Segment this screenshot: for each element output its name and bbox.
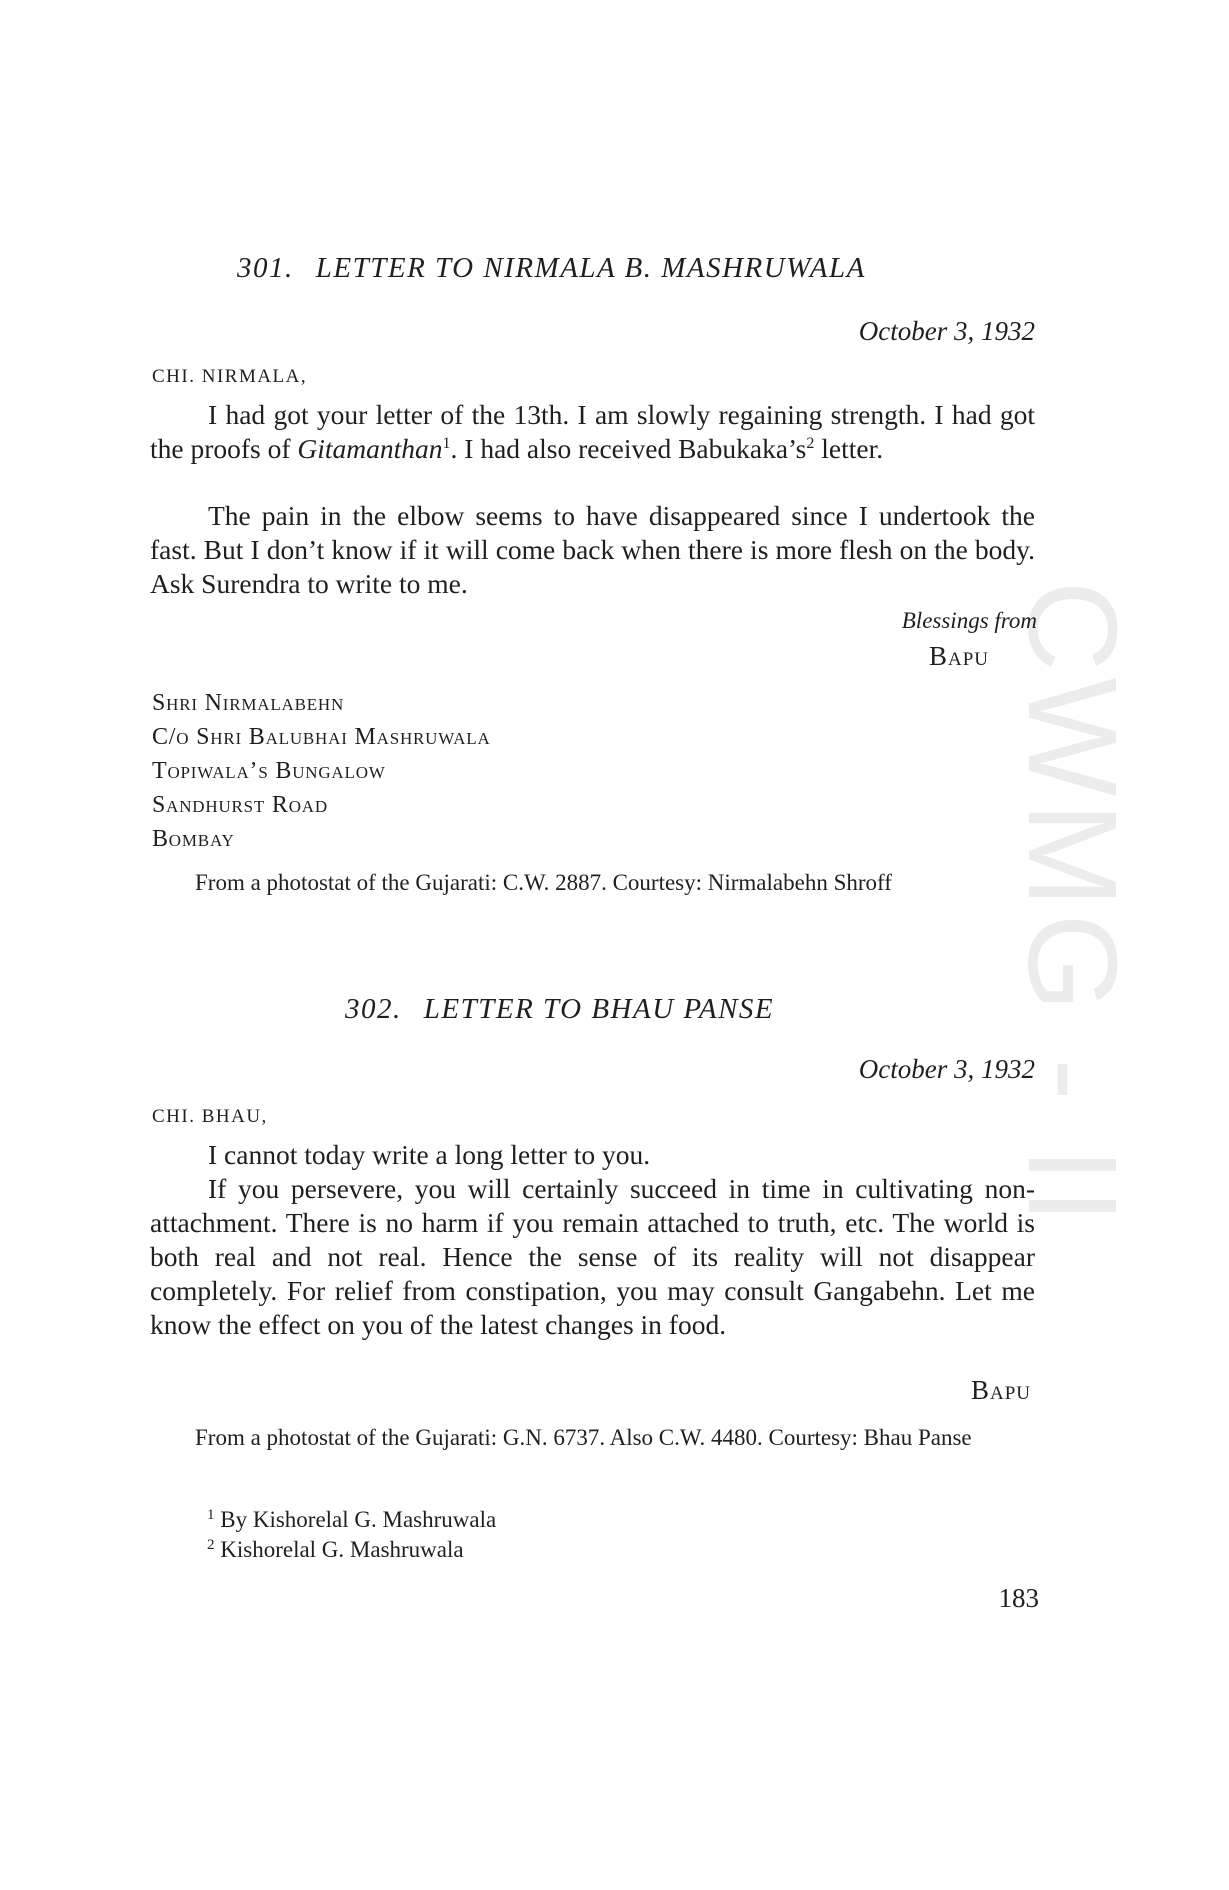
footnote-mark: 2 <box>207 1537 215 1553</box>
letter-302-heading <box>345 993 774 1026</box>
watermark-text: CWMG - II <box>1002 580 1143 1230</box>
letter-302-signature: Bapu <box>971 1375 1032 1405</box>
letter-301-paragraph-1 <box>150 398 1035 466</box>
address-line: Bombay <box>152 826 235 852</box>
letter-302-source <box>150 1421 1035 1455</box>
letter-301-p2-text: The pain in the elbow seems to have disappeared since I undertook the fast. But I don’t know if it will come back when there is more flesh on the body. Ask Surendra to write to me. <box>150 500 1035 599</box>
footnote-text: By Kishorelal G. Mashruwala <box>220 1507 497 1532</box>
address-line: Sandhurst Road <box>152 792 328 818</box>
letter-301-heading <box>237 252 866 285</box>
letter-301-source <box>150 866 1035 900</box>
letter-301-title: LETTER TO NIRMALA B. MASHRUWALA <box>315 252 866 284</box>
letter-302-source-text: From a photostat of the Gujarati: G.N. 6737. Also C.W. 4480. Courtesy: Bhau Panse <box>195 1425 972 1450</box>
letter-301-salutation: CHI. NIRMALA, <box>152 366 308 387</box>
letter-302-number: 302. <box>345 993 402 1025</box>
letter-301-signature: Bapu <box>929 641 990 671</box>
letter-301-source-text: From a photostat of the Gujarati: C.W. 2887. Courtesy: Nirmalabehn Shroff <box>195 870 892 895</box>
letter-302-salutation: CHI. BHAU, <box>152 1106 268 1127</box>
letter-302-paragraph-1 <box>150 1138 1035 1172</box>
letter-302-paragraph-2 <box>150 1172 1035 1342</box>
letter-301-paragraph-2 <box>150 499 1035 601</box>
footnote-mark: 1 <box>207 1507 215 1523</box>
letter-301-p1-text-a: I had got your letter of the 13th. I am slowly regaining strength. I had got the proofs of <box>150 399 1035 464</box>
letter-302-p2-text: If you persevere, you will certainly succeed in time in cultivating non-attachment. There is no harm if you remain attached to truth, etc. The world is both real and not real. Hence the sense of its reality will not disappear completely. For relief from constipation, you may consult Gangabehn. Let me know the effect on you of the latest changes in food. <box>150 1173 1035 1340</box>
footnote-text: Kishorelal G. Mashruwala <box>220 1537 464 1562</box>
page-number: 183 <box>998 1583 1039 1613</box>
footnote-2 <box>207 1535 464 1565</box>
letter-301-closing: Blessings from <box>901 608 1037 633</box>
address-line: C/o Shri Balubhai Mashruwala <box>152 724 491 750</box>
letter-301-date: October 3, 1932 <box>858 316 1035 346</box>
address-line: Shri Nirmalabehn <box>152 690 345 716</box>
footnote-ref-1: 1 <box>442 435 451 452</box>
letter-301-p1-text-b: . I had also received Babukaka’s <box>450 433 807 464</box>
letter-301-p1-text-c: letter. <box>814 433 884 464</box>
footnote-1 <box>207 1505 496 1535</box>
letter-301-number: 301. <box>237 252 294 284</box>
letter-301-book-title: Gitamanthan <box>297 433 443 464</box>
footnote-ref-2: 2 <box>806 435 815 452</box>
letter-301-address <box>152 686 491 856</box>
address-line: Topiwala’s Bungalow <box>152 758 386 784</box>
letter-302-date: October 3, 1932 <box>858 1054 1035 1084</box>
letter-302-p1-text: I cannot today write a long letter to you. <box>208 1139 651 1170</box>
letter-302-title: LETTER TO BHAU PANSE <box>423 993 775 1025</box>
